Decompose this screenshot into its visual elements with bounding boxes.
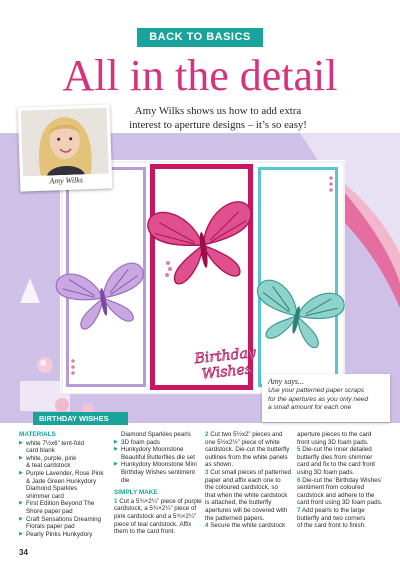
step-line: as shown. [205,461,234,469]
step-line: apertures will be covered with [205,506,288,514]
item-line: & teal cardstock [26,462,71,470]
step-number: 2 [205,431,209,438]
section-badge: BACK TO BASICS [137,28,263,47]
step-number: 7 [297,506,301,514]
tip-line: a small amount for each one [268,404,352,412]
step-line: that when the white cardstock [205,491,288,499]
step-line: outlines from the white panels [205,453,288,461]
standfirst-line: Amy Wilks shows us how to add extra [134,105,302,117]
tip-line: for the apertures as you only need [268,395,369,403]
step-line: front using 3D foam pads. [297,438,369,446]
step-line: the coloured cardstock, so [205,484,278,492]
item-line: 3D foam pads [121,438,160,446]
photo-caption: Amy Wilks [49,175,84,186]
steps-column-3 [205,431,295,530]
item-line: white 7½x6” tent-fold [26,439,85,447]
simply-make-heading: SIMPLY MAKE [114,489,158,497]
author-photo [18,104,113,191]
step-line [297,507,387,515]
step-line [114,498,203,506]
item-line: Craft Sensations Dreaming [26,515,102,523]
bullet-icon: ▶ [19,439,23,446]
step-number: 3 [205,468,209,476]
step-line: card and fix to the card front [297,461,375,469]
item-line: Purple Lavender, Rose Pink [26,469,104,477]
item-line: Hunkydory Moonstone [121,446,184,454]
item-line: Diamond Sparkles [26,485,78,493]
standfirst-line: interest to aperture designs – it’s so easy! [129,119,307,131]
item-line: white, purple, pink [26,454,77,462]
step-line: cardstock and adhere to the [297,491,375,499]
item-line: Florals paper pad [26,523,75,531]
step-line: one 5½x2½” piece of white [205,438,280,446]
step-line [297,477,387,485]
item-line: & Jade Green Hunkydory [26,477,97,485]
step-text: Cut a 5¾×2¼” piece of purple [117,497,202,505]
item-line: shimmer card [26,492,64,500]
step-line: card front using 3D foam pads. [297,499,383,507]
steps-column-4 [297,431,387,530]
author-portrait [21,108,109,177]
step-line: butterfly dies from shimmer [297,453,373,461]
step-number: 1 [114,497,118,505]
step-line: butterfly and two corners [297,514,366,522]
step-text: Cut two 5½x2” pieces and [208,431,283,438]
card-sentiment: Birthday Wishes [193,344,257,383]
portrait-image [21,108,109,177]
item-line: Diamond Sparkles pearls [121,431,191,438]
bullet-icon: ▶ [19,469,23,476]
step-line: is attached, the butterfly [205,499,272,507]
step-line: paper and affix each one to [205,476,281,484]
step-line: sentiment from coloured [297,484,365,492]
step-number: 6 [297,476,301,484]
materials-item [19,516,111,531]
materials-heading: MATERIALS [19,431,56,438]
bullet-icon: ▶ [19,500,23,507]
materials-item [114,461,203,484]
materials-item [114,446,203,461]
bullet-icon: ▶ [19,454,23,461]
step-line [205,469,295,477]
item-line: Shore paper pad [26,507,73,515]
step-text: Die-cut the ‘Birthday Wishes’ [300,476,383,484]
step-text: Add pearls to the large [300,506,365,514]
bullet-icon: ▶ [114,446,118,453]
materials-continued-column [114,431,203,536]
tip-box [262,374,390,422]
step-line: cardstock, a 5¾×2¼” piece of [114,505,197,513]
step-line: piece of teal cardstock. Affix [114,520,192,528]
step-line [205,431,295,439]
step-text: Die-cut the inner detailed [300,446,372,454]
step-line: using 3D foam pads. [297,468,355,476]
materials-item [19,470,111,500]
step-line: the patterned papers. [205,514,265,522]
bullet-icon: ▶ [114,438,118,445]
item-line: card blank [26,447,55,455]
page-headline: All in the detail [62,51,338,100]
item-line: First Edition Beyond The [26,500,95,508]
caption-bar: BIRTHDAY WISHES [33,412,128,425]
step-number: 4 [205,522,209,530]
step-line: cardstock. Die-cut the butterfly [205,446,290,454]
item-line: Beautiful Butterflies die set [121,453,195,461]
step-text: Secure the white cardstock [208,522,286,530]
tip-title: Amy says... [268,377,304,386]
step-text: Cut small pieces of patterned [208,468,292,476]
step-line [205,522,295,530]
step-number: 5 [297,446,301,454]
step-line: pink cardstock and a 5¾×2¼” [114,512,197,520]
bullet-icon: ▶ [114,461,118,468]
step-line: of the card front to finish. [297,522,366,530]
materials-item [19,531,111,539]
materials-column [19,431,111,538]
item-line: Hunkydory Moonstone Mini [121,461,197,469]
item-line: Birthday Wishes sentiment die [121,468,195,484]
item-line: Pearly Pinks Hunkydory [26,530,93,538]
bullet-icon: ▶ [19,515,23,522]
step-line: them to the card front. [114,528,176,536]
tip-line: Use your patterned paper scraps [268,387,365,395]
bullet-icon: ▶ [19,530,23,537]
step-line: aperture pieces to the card [297,431,372,438]
page-number: 34 [19,548,28,557]
materials-item [19,455,111,470]
standfirst [118,104,318,132]
materials-item [114,439,203,447]
step-line [297,446,387,454]
materials-item [19,500,111,515]
materials-item [19,440,111,455]
